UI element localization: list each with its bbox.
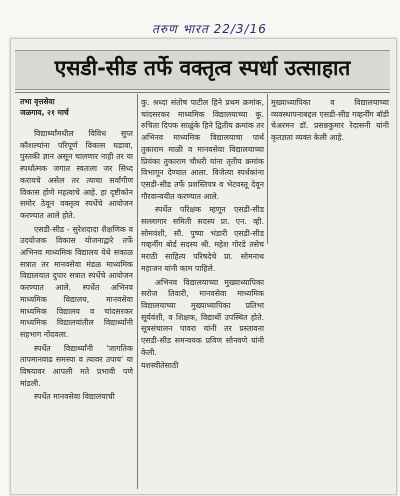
article-column-1 — [20, 128, 133, 488]
paragraph: अभिनव विद्यालयाच्या मुख्याध्यापिका सरोज तिवारी, मानवसेवा माध्यमिक विद्यालयाच्या मुख्याध्यापिका प्रतिभा सूर्यवंशी, व शिक्षक, विद्यार्थी उपस्थित होते. सूत्रसंचालन पावरा यांनी तर प्रस्तावना एसडी-सीड समन्वयक प्रविण सोनवणे यांनी केली. — [141, 277, 264, 357]
byline — [20, 96, 69, 118]
column-divider — [137, 94, 138, 489]
paragraph: मुख्याध्यापिका व विद्यालयाच्या व्यवस्थापनाबद्दल एसडी-सीड गव्हर्नींग बॉडी चेअरमन डॉ. प्रसन्नकुमार रेदासनी यांनी कृतज्ञता व्यक्त केली आहे. — [271, 98, 389, 143]
article-column-2 — [141, 97, 264, 487]
paragraph: स्पर्धेत मानवसेवा विद्यालयाची — [34, 392, 115, 402]
paragraph: स्पर्धेत परिक्षक म्हणून एसडी-सीड सल्लागार समिती सदस्य प्रा. एन. व्ही. सोमवंशी, सौ. पुष्पा भंडारी एसडी-सीड गव्हर्नीग बोर्ड सदस्य श्री. महेश गोरडे तसेच मराठी साहित्य परिषदेचे प्रा. सोमनाथ महाजन यांनी काम पाहिले. — [141, 205, 264, 273]
paragraph: यशस्वीतेसाठी — [141, 361, 179, 371]
byline-source: तभा वृत्तसेवा — [20, 97, 55, 106]
paragraph: स्पर्धेत विद्यार्थ्यांनी 'जागतिक तापमानवाढ समस्या व त्यावर उपाय' या विषयावर आपली मते प्रभावी पणे मांडली. — [20, 343, 133, 388]
paragraph: विद्यार्थ्यांमधील विविध सुप्त कौशल्यांना परिपूर्ण विकास घडावा, पुस्तकी ज्ञान असून चालणार नाही तर या स्पर्धात्मक जगात स्वतःला जर सिध्द करायचे असेल तर त्याचा सर्वांगीण विकास होणे महत्वाचे आहे. हा दृष्टीकोन समोर ठेवून वक्तृत्व स्पर्धेचे आयोजन करण्यात आले होते. — [20, 129, 133, 220]
paragraph: एसडी-सीड - सुरेशदादा शैक्षणिक व उदयोजक विकास योजनाद्वारे तर्फे अभिनव माध्यमिक विद्यालय येथे सकाळ सत्रात तर मानवसेवा मंडळ माध्यमिक विद्यालयात दुपार सत्रात स्पर्धेचे आयोजन करण्यात आले. स्पर्धेत अभिनव माध्यमिक विद्यालय, मानवसेवा माध्यमिक विद्यालय व चांदसरकर माध्यमिक विद्यालयांतील विद्यार्थ्यांनी सहभाग नोंदवला. — [20, 224, 133, 339]
headline: एसडी-सीड तर्फे वक्तृत्व स्पर्धा उत्साहात — [54, 56, 351, 80]
article-column-3 — [271, 97, 389, 237]
paragraph: कु. श्रध्दा संतोष पाटील हिने प्रथम क्रमांक, चांदसरकर माध्यमिक विद्यालयाच्या कु. रुचिता दिपक साळुंके हिने द्वितीय क्रमांक तर अभिनव माध्यमिक विद्यालयाचा पार्थ तुकाराम माळी व मानवसेवा विद्यालयाच्या प्रियंका तुकाराम चौधरी यांना तृतीय क्रमांक विभागून देण्यात आला. विजेत्या स्पर्धकांना एसडी-सीड तर्फे प्रशस्तिपत्र व भेटवस्तू देवून गौरवान्वयीत करण्यात आले. — [141, 98, 264, 201]
column-divider — [267, 94, 268, 244]
divider — [15, 92, 390, 93]
handwritten-date: तरुण भारत 22/3/16 — [152, 22, 267, 36]
byline-place-date: जळगाव, २१ मार्च — [20, 108, 69, 117]
